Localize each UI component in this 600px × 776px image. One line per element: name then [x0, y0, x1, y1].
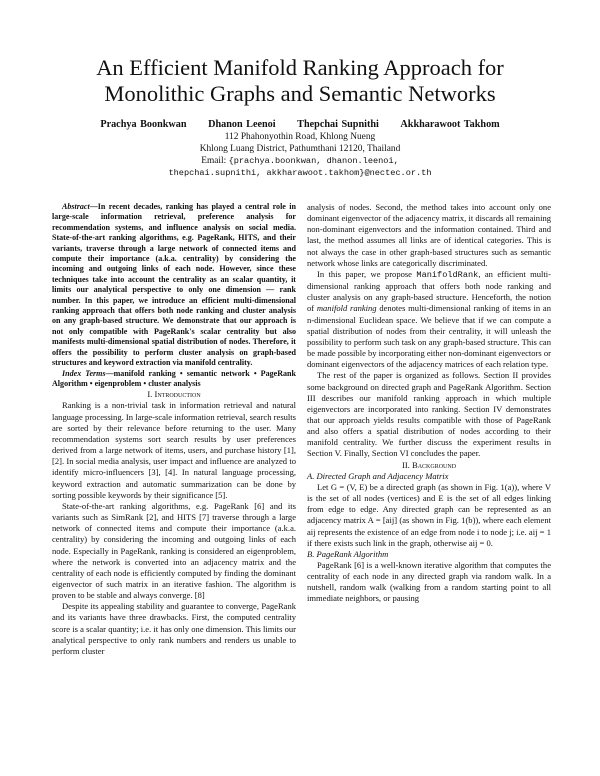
affiliation-line-1: 112 Phahonyothin Road, Khlong Nueng [224, 132, 376, 142]
email-addresses-2: thepchai.supnithi, akkharawoot.takhom}@nectec.or.th [168, 168, 432, 178]
text-span: denotes multi-dimensional ranking of items in an n-dimensional Euclidean space. We believe that if we can compute a spatial distribution of nodes from their centrality, it will unleash the possibility to perform such task on any graph-based structure. This can be made possible by incorporating either non-dominant eigenvectors or dominant eigenvectors of the adjacency matrices of each relation type. [307, 303, 551, 370]
email-addresses-1: {prachya.boonkwan, dhanon.leenoi, [228, 156, 399, 166]
section-heading-introduction: I. Introduction [147, 389, 201, 400]
right-column [307, 202, 551, 605]
affiliation-line-2: Khlong Luang District, Pathumthani 12120, Thailand [199, 144, 401, 154]
subsection-heading: A. Directed Graph and Adjacency Matrix [307, 470, 449, 481]
paragraph: State-of-the-art ranking algorithms, e.g. PageRank [6] and its variants such as SimRank [2], and HITS [7] traverse through a large network of connected items and compute their importance (a.k.a. centrality) by considering the incoming and outgoing links of each node. Especially in PageRank, ranking is considered an eigenproblem, where the network is converted into an adjacency matrix and the centrality of each node is efficiently computed by finding the dominant eigenvector of such matrix in an iterative fashion. The algorithm is proven to be stable and always converge. [8] [52, 500, 296, 601]
paper-title-line-1: An Efficient Manifold Ranking Approach for [96, 55, 504, 80]
paragraph: The rest of the paper is organized as follows. Section II provides some background on directed graph and PageRank Algorithm. Section III describes our manifold ranking approach in which multiple eigenvectors are incorporated into ranking. Section IV demonstrates that our approach yields results compatible with those of PageRank and also offers a spatial distribution of nodes according to their manifold centrality. We further discuss the experiment results in Section V. Finally, Section VI concludes the paper. [307, 370, 551, 459]
text-span: , an efficient multi-dimensional ranking approach that offers both node ranking and cluster analysis on any graph-based structure. Henceforth, the notion of [307, 268, 552, 314]
paper-title-line-2: Monolithic Graphs and Semantic Networks [104, 81, 496, 106]
paragraph: Ranking is a non-trivial task in information retrieval and natural language processing. In large-scale information retrieval, search results are sorted by their relevance before returning to the user. Many recommendation systems sort search results by user preferences derived from a large network of items, users, and purchase history [1], [2]. In social media analysis, user impact and influence are analyzed to identify micro-influencers [3], [4]. In natural language processing, keyword extraction and automatic summarization can be done by sorting possible keywords by their significance [5]. [52, 400, 296, 500]
text-span: In this paper, we propose [317, 268, 417, 279]
index-terms-text: —manifold ranking • semantic network • PageRank Algorithm • eigenproblem • cluster analysis [52, 368, 297, 388]
paragraph: Let G = (V, E) be a directed graph (as shown in Fig. 1(a)), where V is the set of all nodes (vertices) and E is the set of all edges linking from edge to edge. Any directed graph can be represented as an adjacency matrix A = [aij] (as shown in Fig. 1(b)), where each element aij represents the existence of an edge from node i to node j; i.e. aij = 1 if there exists such link in the graph, otherwise aij = 0. [307, 481, 551, 548]
author-name: Thepchai Supnithi [297, 119, 379, 130]
paragraph: PageRank [6] is a well-known iterative algorithm that computes the centrality of each node in any directed graph via random walk. In a nutshell, random walk (walking from a random starting point to all immediate neighbors, or pausing [307, 560, 551, 604]
author-name: Dhanon Leenoi [208, 119, 276, 130]
abstract [52, 202, 296, 389]
abstract-label: Abstract [62, 202, 90, 211]
emphasis: manifold ranking [316, 303, 377, 314]
email-line-2 [40, 167, 560, 179]
left-column [52, 202, 296, 657]
paragraph: analysis of nodes. Second, the method takes into account only one dominant eigenvector of the adjacency matrix, it discards all remaining non-dominant eigenvectors and the information contained. Third and last, the method assumes all links are of identical categories. This is not always the case in other graph-based structures such as semantic network whose links are categorically discriminated. [307, 202, 551, 268]
subsection-heading: B. PageRank Algorithm [307, 548, 389, 559]
author-name: Akkharawoot Takhom [400, 119, 500, 130]
author-list [40, 119, 560, 130]
method-name: ManifoldRank [416, 269, 479, 280]
index-terms-label: Index Terms [62, 368, 106, 378]
paragraph: Despite its appealing stability and guarantee to converge, PageRank and its variants have three drawbacks. First, the computed centrality score is a scalar quantity; i.e. it has only one dimension. This limits our analytical perspective to only rank numbers and renders us unable to perform cluster [52, 601, 296, 656]
paragraph [307, 269, 551, 370]
abstract-text: —In recent decades, ranking has played a central role in large-scale information retrieval, preference analysis for recommendation systems, and influence analysis on social media. State-of-the-art ranking algorithms, e.g. PageRank, HITS, and their variants, traverse through a large network of connected items and compute their importance (a.k.a. centrality) by considering the incoming and outgoing links of each node. However, since these techniques take into account the centrality as an scalar quantity, it limits our analytical perspective to only one dimension — rank number. In this paper, we introduce an efficient multi-dimensional ranking approach that offers both node ranking and cluster analysis on any graph-based structure. We demonstrate that our approach is not only compatible with PageRank's scalar centrality but also manifests multi-dimensional spatial distribution of nodes. Therefore, it offers the possibility to perform cluster analysis on graph-based structures and keyword extraction via manifold centrality. [52, 202, 296, 368]
email-label: Email: [201, 156, 229, 166]
section-heading-background: II. Background [401, 459, 457, 470]
author-name: Prachya Boonkwan [100, 119, 187, 130]
email-line-1 [40, 155, 560, 167]
